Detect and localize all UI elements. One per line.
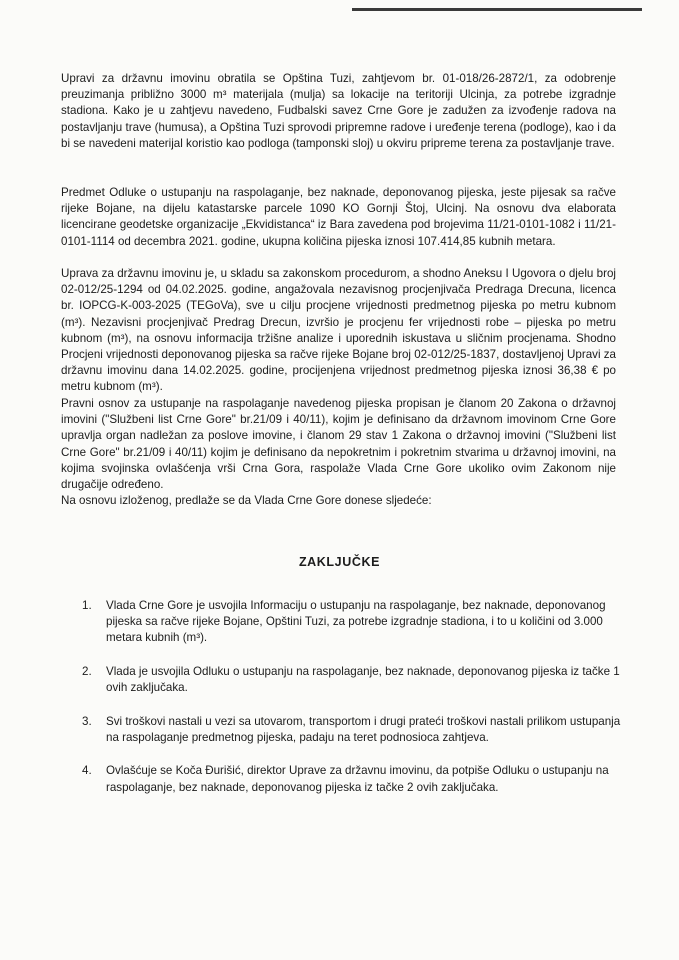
paragraph-subject: Predmet Odluke o ustupanju na raspolaganje, bez naknade, deponovanog pijeska, jeste pijesak sa račve rijeke Bojane, na dijelu katastarske parcele 1090 KO Gornji Štoj, Ulcinj. Na osnovu dva elaborata licencirane geodetske organizacije „Ekvidistanca“ iz Bara zavedena pod brojevima 11/21-0101-1082 i 11/21-0101-1114 od decembra 2021. godine, ukupna količina pijeska iznosi 107.414,85 kubnih metara. [61, 186, 616, 248]
paragraph-proposal: Na osnovu izloženog, predlaže se da Vlada Crne Gore donese sljedeće: [61, 494, 432, 507]
conclusion-text: Vlada je usvojila Odluku o ustupanju na raspolaganje, bez naknade, deponovanog pijeska iz tačke 1 ovih zaključaka. [106, 664, 620, 694]
conclusion-item [82, 664, 622, 696]
paragraph-request: Upravi za državnu imovinu obratila se Opština Tuzi, zahtjevom br. 01-018/26-2872/1, za odobrenje preuzimanja približno 3000 m³ materijala (mulja) sa lokacije na teritoriji Ulcinja, za potrebe izgradnje stadiona. Kako je u zahtjevu navedeno, Fudbalski savez Crne Gore je zadužen za izvođenje radova na postavljanju trave (humusa), a Opština Tuzi sprovodi pripremne radove i uređenje terena (podloge), kao i da bi se navedeni materijal koristio kao podloga (tamponski sloj) u okviru pripreme terena za postavljanje trave. [61, 72, 616, 150]
conclusion-item [82, 763, 622, 795]
top-border-line [352, 8, 642, 11]
paragraph-valuation: Uprava za državnu imovinu je, u skladu sa zakonskom procedurom, a shodno Aneksu I Ugovora o djelu broj 02-012/25-1294 od 04.02.2025. godine, angažovala nezavisnog procjenjivača Predraga Drecuna, licenca br. IOPCG-K-003-2025 (TEGoVa), sve u cilju procjene vrijednosti predmetnog pijeska po metru kubnom (m³). Nezavisni procjenjivač Predrag Drecun, izvršio je procjenu fer vrijednosti robe – pijeska po metru kubnom (m³), na osnovu informacija tržišne analize i uporednih iskustava u sličnim procjenama. Shodno Procjeni vrijednosti deponovanog pijeska sa račve rijeke Bojane broj 02-012/25-1837, dostavljenoj Upravi za državnu imovinu dana 14.02.2025. godine, procijenjena vrijednost predmetnog pijeska iznosi 36,38 € po metru kubnom (m³). [61, 267, 616, 394]
conclusion-text: Ovlašćuje se Koča Đurišić, direktor Uprave za državnu imovinu, da potpiše Odluku o ustupanju na raspolaganje, bez naknade, deponovanog pijeska iz tačke 2 ovih zaključaka. [106, 764, 609, 794]
conclusion-item [82, 598, 622, 647]
conclusion-number: 3. [82, 715, 92, 729]
paragraph-legal-basis: Pravni osnov za ustupanje na raspolaganje navedenog pijeska propisan je članom 20 Zakona o državnoj imovini ("Službeni list Crne Gore" br.21/09 i 40/11), kojim je definisano da državnom imovinom Crne Gore upravlja organ nadležan za poslove imovine, i članom 29 stav 1 Zakona o državnoj imovini ("Službeni list Crne Gore" br.21/09 i 40/11) kojim je definisano da nepokretnim i pokretnim stvarima u državnoj imovini, na kojima svojinska ovlašćenja vrši Crna Gora, raspolaže Vlada Crne Gore ukoliko ovim Zakonom nije drugačije određeno. [61, 397, 616, 492]
conclusion-item [82, 714, 622, 746]
conclusion-number: 2. [82, 664, 92, 678]
conclusion-number: 1. [82, 599, 92, 612]
conclusions-list [82, 598, 622, 796]
conclusion-number: 4. [82, 764, 92, 778]
conclusions-heading: ZAKLJUČKE [298, 555, 381, 569]
conclusion-text: Svi troškovi nastali u vezi sa utovarom, transportom i drugi prateći troškovi nastali prilikom ustupanja na raspolaganje predmetnog pijeska, padaju na teret podnosioca zahtjeva. [106, 715, 621, 745]
conclusion-text: Vlada Crne Gore je usvojila Informaciju o ustupanju na raspolaganje, bez naknade, deponovanog pijeska sa račve rijeke Bojane, Opštini Tuzi, za potrebe izgradnje stadiona, i to u količini od 3.000 metara kubnih (m³). [106, 599, 606, 645]
